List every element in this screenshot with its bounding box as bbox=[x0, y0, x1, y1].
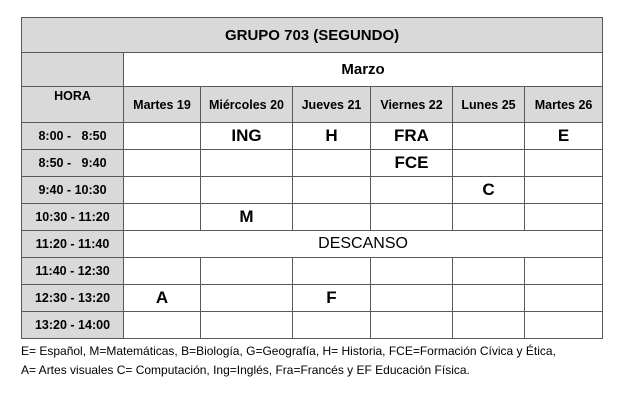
time-slot-cell: 8:00 - 8:50 bbox=[22, 123, 124, 150]
day-header: Lunes 25 bbox=[453, 87, 525, 123]
subject-cell bbox=[124, 123, 201, 150]
schedule-title: GRUPO 703 (SEGUNDO) bbox=[22, 18, 603, 53]
schedule-row bbox=[22, 177, 603, 204]
subject-cell: FRA bbox=[371, 123, 453, 150]
subject-cell bbox=[371, 285, 453, 312]
time-slot-cell: 11:40 - 12:30 bbox=[22, 258, 124, 285]
subject-cell bbox=[201, 177, 293, 204]
subject-cell bbox=[124, 258, 201, 285]
time-slot-cell: 8:50 - 9:40 bbox=[22, 150, 124, 177]
day-header: Miércoles 20 bbox=[201, 87, 293, 123]
subject-cell bbox=[293, 204, 371, 231]
subject-cell bbox=[293, 177, 371, 204]
subject-cell bbox=[293, 258, 371, 285]
subject-cell bbox=[453, 312, 525, 339]
day-header: Jueves 21 bbox=[293, 87, 371, 123]
subject-legend bbox=[21, 342, 621, 380]
subject-cell bbox=[453, 150, 525, 177]
subject-cell bbox=[453, 204, 525, 231]
schedule-row bbox=[22, 204, 603, 231]
break-cell: DESCANSO bbox=[124, 231, 603, 258]
month-header: Marzo bbox=[124, 53, 603, 87]
subject-cell: F bbox=[293, 285, 371, 312]
subject-cell bbox=[293, 150, 371, 177]
subject-cell bbox=[453, 123, 525, 150]
subject-cell bbox=[124, 150, 201, 177]
schedule-row bbox=[22, 150, 603, 177]
subject-cell: ING bbox=[201, 123, 293, 150]
subject-cell bbox=[293, 312, 371, 339]
schedule-row bbox=[22, 258, 603, 285]
schedule-row bbox=[22, 312, 603, 339]
subject-cell bbox=[525, 150, 603, 177]
day-header: Viernes 22 bbox=[371, 87, 453, 123]
hora-header: HORA bbox=[22, 87, 124, 123]
subject-cell: H bbox=[293, 123, 371, 150]
subject-cell bbox=[525, 177, 603, 204]
day-header: Martes 26 bbox=[525, 87, 603, 123]
time-slot-cell: 13:20 - 14:00 bbox=[22, 312, 124, 339]
subject-cell bbox=[124, 312, 201, 339]
legend-line: A= Artes visuales C= Computación, Ing=Inglés, Fra=Francés y EF Educación Física. bbox=[21, 363, 470, 377]
subject-cell: FCE bbox=[371, 150, 453, 177]
subject-cell bbox=[371, 312, 453, 339]
time-slot-cell: 9:40 - 10:30 bbox=[22, 177, 124, 204]
schedule-row bbox=[22, 123, 603, 150]
subject-cell: E bbox=[525, 123, 603, 150]
subject-cell bbox=[453, 285, 525, 312]
blank-corner-cell bbox=[22, 53, 124, 87]
subject-cell bbox=[201, 285, 293, 312]
legend-line: E= Español, M=Matemáticas, B=Biología, G=Geografía, H= Historia, FCE=Formación Cívica y Ética, bbox=[21, 344, 556, 358]
time-slot-cell: 12:30 - 13:20 bbox=[22, 285, 124, 312]
time-slot-cell: 10:30 - 11:20 bbox=[22, 204, 124, 231]
schedule-table bbox=[21, 17, 603, 339]
subject-cell bbox=[453, 258, 525, 285]
subject-cell: C bbox=[453, 177, 525, 204]
subject-cell bbox=[525, 312, 603, 339]
schedule-row bbox=[22, 231, 603, 258]
time-slot-cell: 11:20 - 11:40 bbox=[22, 231, 124, 258]
subject-cell bbox=[201, 258, 293, 285]
subject-cell: A bbox=[124, 285, 201, 312]
subject-cell bbox=[525, 258, 603, 285]
day-header: Martes 19 bbox=[124, 87, 201, 123]
subject-cell bbox=[201, 312, 293, 339]
subject-cell bbox=[124, 204, 201, 231]
subject-cell bbox=[371, 177, 453, 204]
subject-cell bbox=[371, 258, 453, 285]
subject-cell: M bbox=[201, 204, 293, 231]
subject-cell bbox=[201, 150, 293, 177]
subject-cell bbox=[525, 285, 603, 312]
subject-cell bbox=[525, 204, 603, 231]
schedule-row bbox=[22, 285, 603, 312]
subject-cell bbox=[371, 204, 453, 231]
subject-cell bbox=[124, 177, 201, 204]
